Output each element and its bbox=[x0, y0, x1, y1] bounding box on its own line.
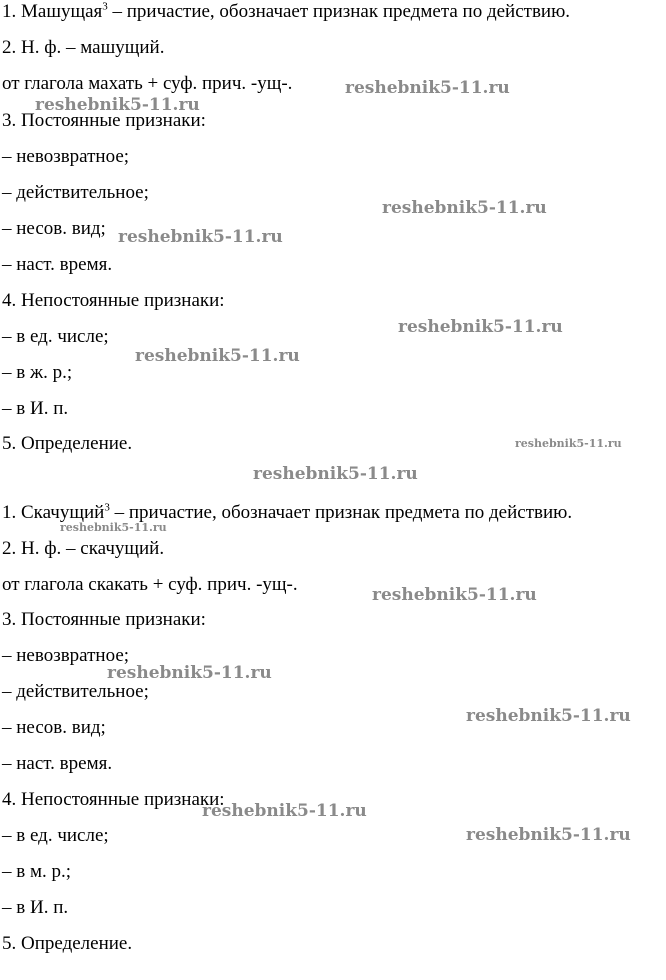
footnote-marker: 3 bbox=[104, 501, 110, 514]
watermark: reshebnik5-11.ru bbox=[382, 198, 547, 218]
s2-line-4: 3. Постоянные признаки: bbox=[2, 609, 206, 630]
s1-line-12: – в И. п. bbox=[2, 398, 69, 419]
s1-line-4: 3. Постоянные признаки: bbox=[2, 110, 206, 131]
s1-line-13: 5. Определение. bbox=[2, 433, 133, 454]
s1-line-2: 2. Н. ф. – машущий. bbox=[2, 37, 165, 58]
watermark: reshebnik5-11.ru bbox=[345, 78, 510, 98]
s2-line-8: – наст. время. bbox=[2, 753, 113, 774]
s1-line-6: – действительное; bbox=[2, 182, 149, 203]
s2-line-2: 2. Н. ф. – скачущий. bbox=[2, 538, 165, 559]
s2-line-3: от глагола скакать + суф. прич. -ущ-. bbox=[2, 574, 298, 595]
watermark: reshebnik5-11.ru bbox=[35, 95, 200, 115]
s2-line-11: – в м. р.; bbox=[2, 861, 72, 882]
s2-line-1: 1. Скачущий$^3$ – причастие, обозначает признак предмета по действию. bbox=[2, 501, 573, 523]
s2-line-6: – действительное; bbox=[2, 681, 149, 702]
s1-line-9: 4. Непостоянные признаки: bbox=[2, 290, 225, 311]
watermark: reshebnik5-11.ru bbox=[398, 317, 563, 337]
s1-line-10: – в ед. числе; bbox=[2, 326, 109, 347]
watermark: reshebnik5-11.ru bbox=[60, 521, 167, 534]
watermark: reshebnik5-11.ru bbox=[202, 801, 367, 821]
s1-line-5: – невозвратное; bbox=[2, 146, 130, 167]
s2-line-5: – невозвратное; bbox=[2, 645, 130, 666]
watermark: reshebnik5-11.ru bbox=[466, 825, 631, 845]
footnote-marker: 3 bbox=[102, 0, 108, 13]
s2-line-9: 4. Непостоянные признаки: bbox=[2, 789, 225, 810]
s2-line-10: – в ед. числе; bbox=[2, 825, 109, 846]
s2-line-12: – в И. п. bbox=[2, 897, 69, 918]
watermark: reshebnik5-11.ru bbox=[466, 706, 631, 726]
s1-line-7: – несов. вид; bbox=[2, 218, 106, 239]
watermark: reshebnik5-11.ru bbox=[107, 663, 272, 683]
watermark: reshebnik5-11.ru bbox=[253, 464, 418, 484]
watermark: reshebnik5-11.ru bbox=[515, 437, 622, 450]
s1-line-8: – наст. время. bbox=[2, 254, 113, 275]
s2-line-13: 5. Определение. bbox=[2, 933, 133, 954]
s1-line-11: – в ж. р.; bbox=[2, 362, 73, 383]
watermark: reshebnik5-11.ru bbox=[135, 346, 300, 366]
s2-line-7: – несов. вид; bbox=[2, 717, 106, 738]
s1-line-3: от глагола махать + суф. прич. -ущ-. bbox=[2, 73, 293, 94]
s1-line-1: 1. Машущая$^3$ – причастие, обозначает признак предмета по действию. bbox=[2, 0, 571, 22]
watermark: reshebnik5-11.ru bbox=[118, 227, 283, 247]
watermark: reshebnik5-11.ru bbox=[372, 585, 537, 605]
